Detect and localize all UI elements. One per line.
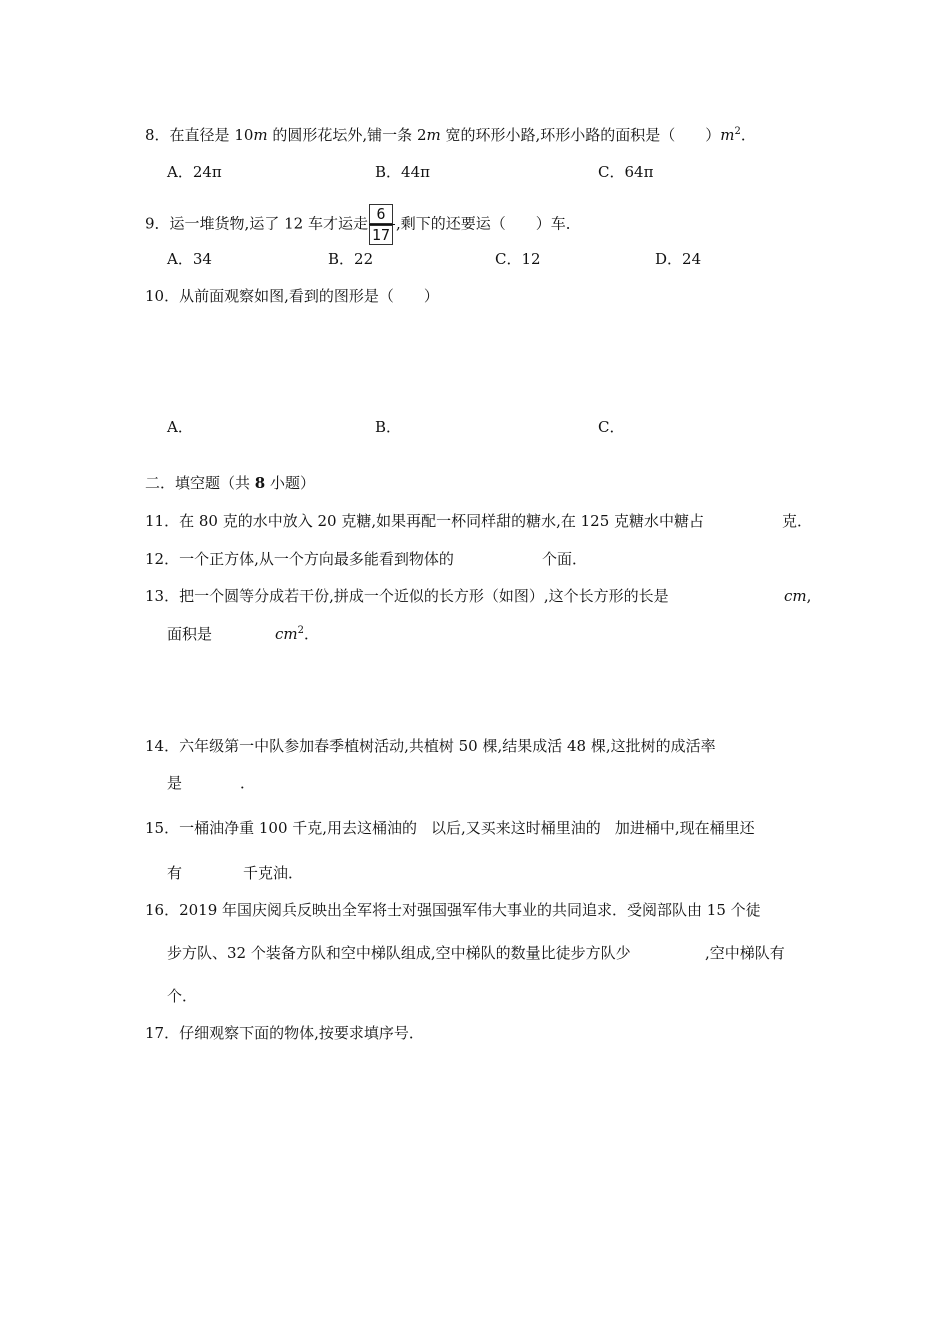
question-13-unit xyxy=(784,586,811,606)
question-13: 13．把一个圆等分成若干份,拼成一个近似的长方形（如图）,这个长方形的长是 xyxy=(145,587,669,605)
question-text: ,剩下的还要运（ ）车． xyxy=(395,214,581,233)
unit: m xyxy=(426,126,441,144)
question-13-line2: 面积是 xyxy=(167,625,213,643)
question-11-end: 克． xyxy=(782,512,813,530)
question-8 xyxy=(145,125,756,145)
section-heading xyxy=(145,473,315,493)
option-d: D．24 xyxy=(655,250,702,268)
option-a: A．34 xyxy=(167,250,212,268)
question-13-unit2 xyxy=(275,624,319,644)
question-16-line3: 个． xyxy=(167,987,198,1005)
question-9 xyxy=(145,204,581,245)
section-heading-text: 小题） xyxy=(265,474,315,492)
unit: cm xyxy=(275,625,298,643)
superscript: 2 xyxy=(297,625,304,636)
question-text: ． xyxy=(740,126,756,144)
question-11: 11．在 80 克的水中放入 20 克糖,如果再配一杯同样甜的糖水,在 125 克糖水中糖占 xyxy=(145,512,705,530)
option-b: B．22 xyxy=(328,250,374,268)
option-a: A． xyxy=(167,418,193,436)
fraction xyxy=(369,204,395,245)
question-14-line2: 是 xyxy=(167,774,183,792)
section-heading-text: 二．填空题（共 xyxy=(145,474,255,492)
question-text: 以后,又买来这时桶里油的 xyxy=(431,819,601,837)
unit: m xyxy=(720,126,735,144)
option-a: A．24π xyxy=(167,163,222,181)
question-14-end: ． xyxy=(240,774,256,792)
question-text: 在直径是 10 xyxy=(169,126,254,144)
question-14: 14．六年级第一中队参加春季植树活动,共植树 50 棵,结果成活 48 棵,这批树的成活率 xyxy=(145,737,716,755)
question-number: 8． xyxy=(145,126,170,144)
unit: cm xyxy=(784,587,807,605)
option-b: B．44π xyxy=(375,163,430,181)
question-text: 加进桶中,现在桶里还 xyxy=(614,819,755,837)
question-12: 12．一个正方体,从一个方向最多能看到物体的 xyxy=(145,550,454,568)
question-10: 10．从前面观察如图,看到的图形是（ ） xyxy=(145,287,439,305)
question-17: 17．仔细观察下面的物体,按要求填序号． xyxy=(145,1024,424,1042)
punctuation: , xyxy=(806,587,812,605)
question-text: 运一堆货物,运了 12 车才运走 xyxy=(169,214,368,233)
question-text: 15．一桶油净重 100 千克,用去这桶油的 xyxy=(145,819,418,837)
question-text: 的圆形花坛外,铺一条 2 xyxy=(267,126,427,144)
question-16: 16．2019 年国庆阅兵反映出全军将士对强国强军伟大事业的共同追求．受阅部队由 15 个徒 xyxy=(145,901,761,919)
question-count: 8 xyxy=(254,474,266,492)
question-16-line2b: ,空中梯队有 xyxy=(705,944,785,962)
question-15 xyxy=(145,818,755,838)
question-15-line2a: 有 xyxy=(167,864,183,882)
option-c: C． xyxy=(598,418,625,436)
question-number: 9． xyxy=(145,214,170,233)
option-c: C．12 xyxy=(495,250,541,268)
unit: m xyxy=(253,126,268,144)
question-15-line2b: 千克油． xyxy=(243,864,304,882)
option-b: B． xyxy=(375,418,402,436)
punctuation: ． xyxy=(304,625,320,643)
fraction-numerator: 6 xyxy=(369,204,393,224)
question-12-end: 个面． xyxy=(542,550,588,568)
fraction-denominator: 17 xyxy=(369,225,393,245)
option-c: C．64π xyxy=(598,163,654,181)
question-16-line2a: 步方队、32 个装备方队和空中梯队组成,空中梯队的数量比徒步方队少 xyxy=(167,944,631,962)
superscript: 2 xyxy=(734,126,741,137)
question-text: 宽的环形小路,环形小路的面积是（ ） xyxy=(440,126,721,144)
